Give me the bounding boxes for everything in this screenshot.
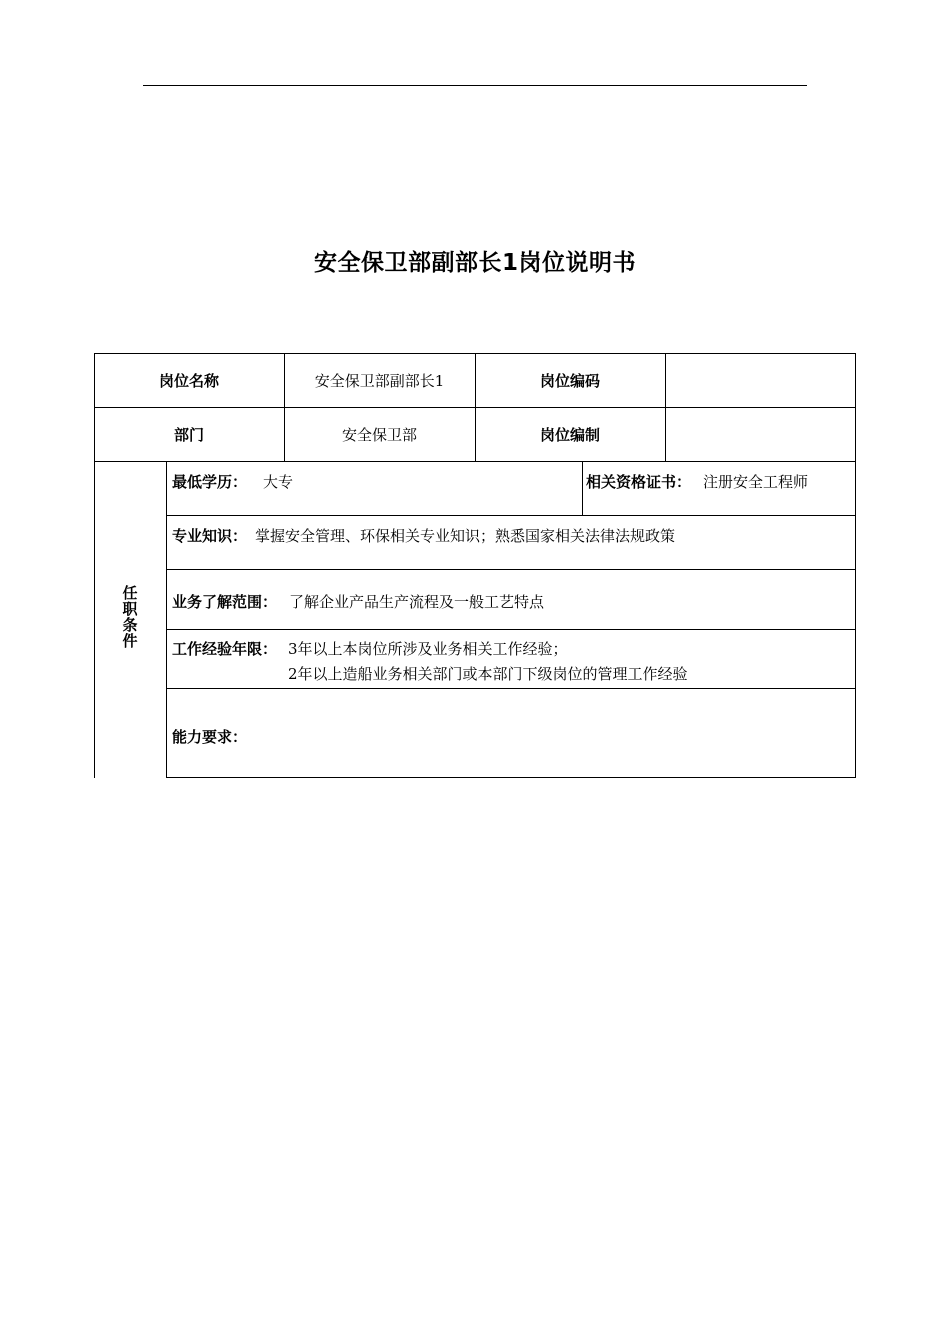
row-divider (166, 515, 856, 516)
position-code-value (665, 353, 855, 407)
header-rule (143, 85, 807, 86)
headcount-value (665, 407, 855, 461)
section-char: 件 (122, 632, 138, 650)
row-divider (166, 629, 856, 630)
certificate-value: 注册安全工程师 (703, 473, 809, 491)
section-char: 条 (122, 616, 138, 634)
experience-line-1: 3年以上本岗位所涉及业务相关工作经验； (288, 640, 568, 658)
page-title: 安全保卫部副部长1岗位说明书 (313, 250, 636, 276)
business-scope-label: 业务了解范围： (172, 593, 278, 611)
position-name-label: 岗位名称 (158, 371, 219, 390)
business-scope-value: 了解企业产品生产流程及一般工艺特点 (289, 593, 545, 611)
row-divider (166, 569, 856, 570)
department-value: 安全保卫部 (341, 425, 417, 444)
row-divider (94, 461, 856, 462)
experience-line-2: 2年以上造船业务相关部门或本部门下级岗位的管理工作经验 (288, 665, 688, 683)
qualifications-section-label (94, 585, 166, 649)
knowledge-label: 专业知识： (172, 527, 248, 545)
education-label: 最低学历： (172, 473, 248, 491)
section-divider (166, 461, 167, 778)
department-label: 部门 (173, 425, 204, 444)
section-char: 任 (122, 584, 138, 602)
section-char: 职 (122, 600, 138, 618)
knowledge-value: 掌握安全管理、环保相关专业知识；熟悉国家相关法律法规政策 (255, 527, 676, 545)
ability-label: 能力要求： (172, 728, 248, 746)
certificate-label: 相关资格证书： (586, 473, 692, 491)
table-border-bottom (166, 777, 856, 778)
table-border-right (855, 353, 856, 778)
job-description-table (94, 353, 856, 778)
experience-label: 工作经验年限： (172, 640, 278, 658)
position-code-label: 岗位编码 (539, 371, 600, 390)
col-divider (582, 461, 583, 515)
education-value: 大专 (263, 473, 294, 491)
position-name-value: 安全保卫部副部长1 (314, 371, 445, 390)
headcount-label: 岗位编制 (539, 425, 600, 444)
row-divider (166, 688, 856, 689)
